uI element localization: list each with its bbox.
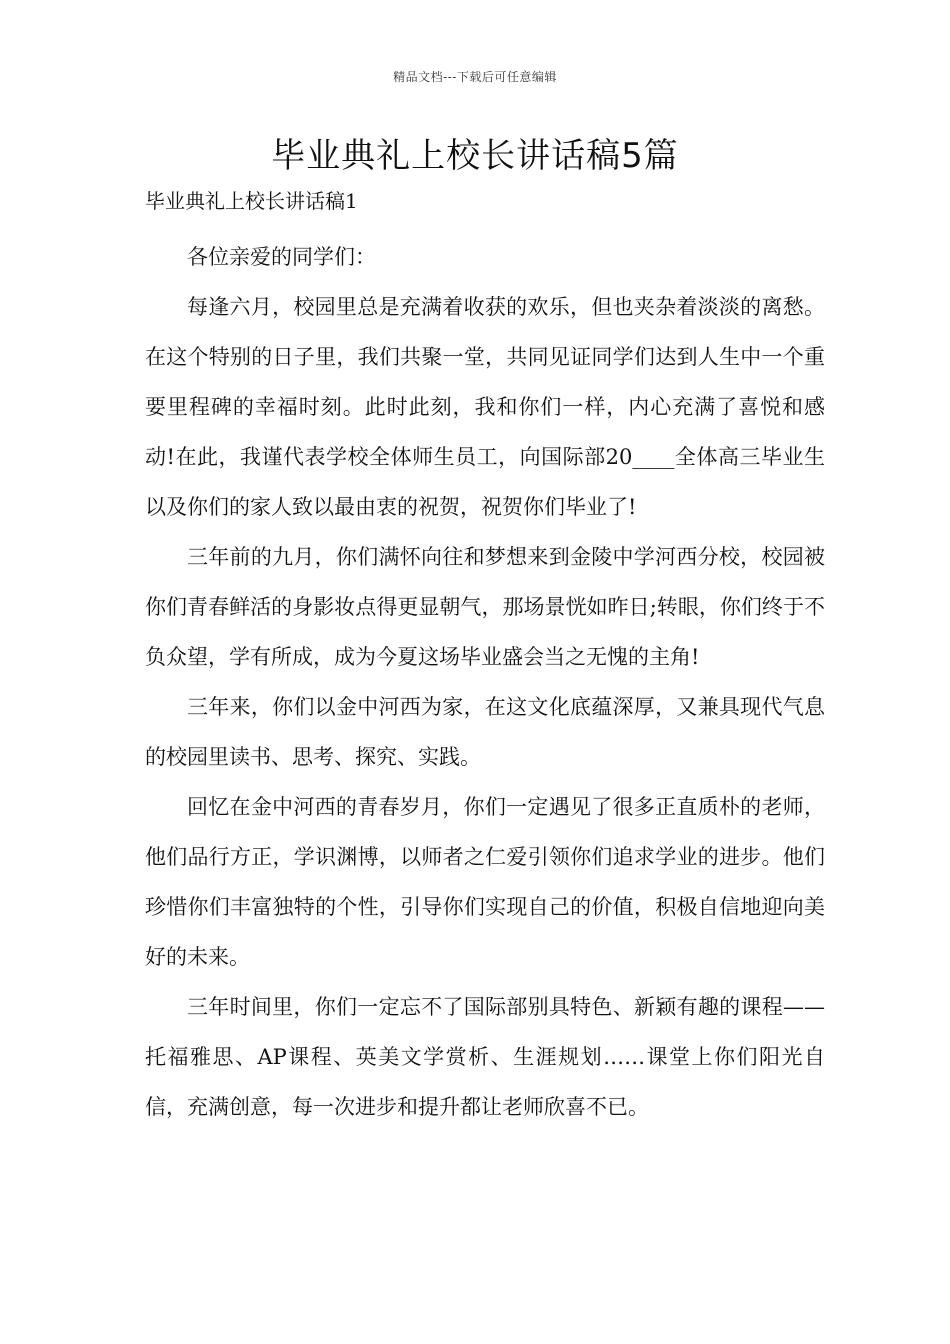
- paragraph-greeting: 各位亲爱的同学们：: [187, 245, 376, 269]
- paragraph: 回忆在金中河西的青春岁月，你们一定遇见了很多正直质朴的老师，他们品行方正，学识渊博，以师者之仁爱引领你们追求学业的进步。他们珍惜你们丰富独特的个性，引导你们实现自己的价值，积极自信地迎向美好的未来。: [145, 795, 825, 969]
- document-title: 毕业典礼上校长讲话稿5篇: [271, 136, 679, 176]
- page-header-note: 精品文档---下载后可任意编辑: [393, 70, 557, 84]
- paragraph: 三年前的九月，你们满怀向往和梦想来到金陵中学河西分校，校园被你们青春鲜活的身影妆点得更显朝气，那场景恍如昨日;转眼，你们终于不负众望，学有所成，成为今夏这场毕业盛会当之无愧的主角!: [145, 545, 825, 669]
- document-body: [145, 182, 825, 1132]
- paragraph: 三年时间里，你们一定忘不了国际部别具特色、新颖有趣的课程——托福雅思、AP课程、英美文学赏析、生涯规划……课堂上你们阳光自信，充满创意，每一次进步和提升都让老师欣喜不已。: [145, 995, 825, 1119]
- paragraph: 每逢六月，校园里总是充满着收获的欢乐，但也夹杂着淡淡的离愁。在这个特别的日子里，我们共聚一堂，共同见证同学们达到人生中一个重要里程碑的幸福时刻。此时此刻，我和你们一样，内心充满了喜悦和感动!在此，我谨代表学校全体师生员工，向国际部20____全体高三毕业生以及你们的家人致以最由衷的祝贺，祝贺你们毕业了!: [145, 295, 825, 519]
- paragraph: 三年来，你们以金中河西为家，在这文化底蕴深厚，又兼具现代气息的校园里读书、思考、探究、实践。: [145, 695, 825, 769]
- document-subtitle: 毕业典礼上校长讲话稿1: [145, 189, 358, 213]
